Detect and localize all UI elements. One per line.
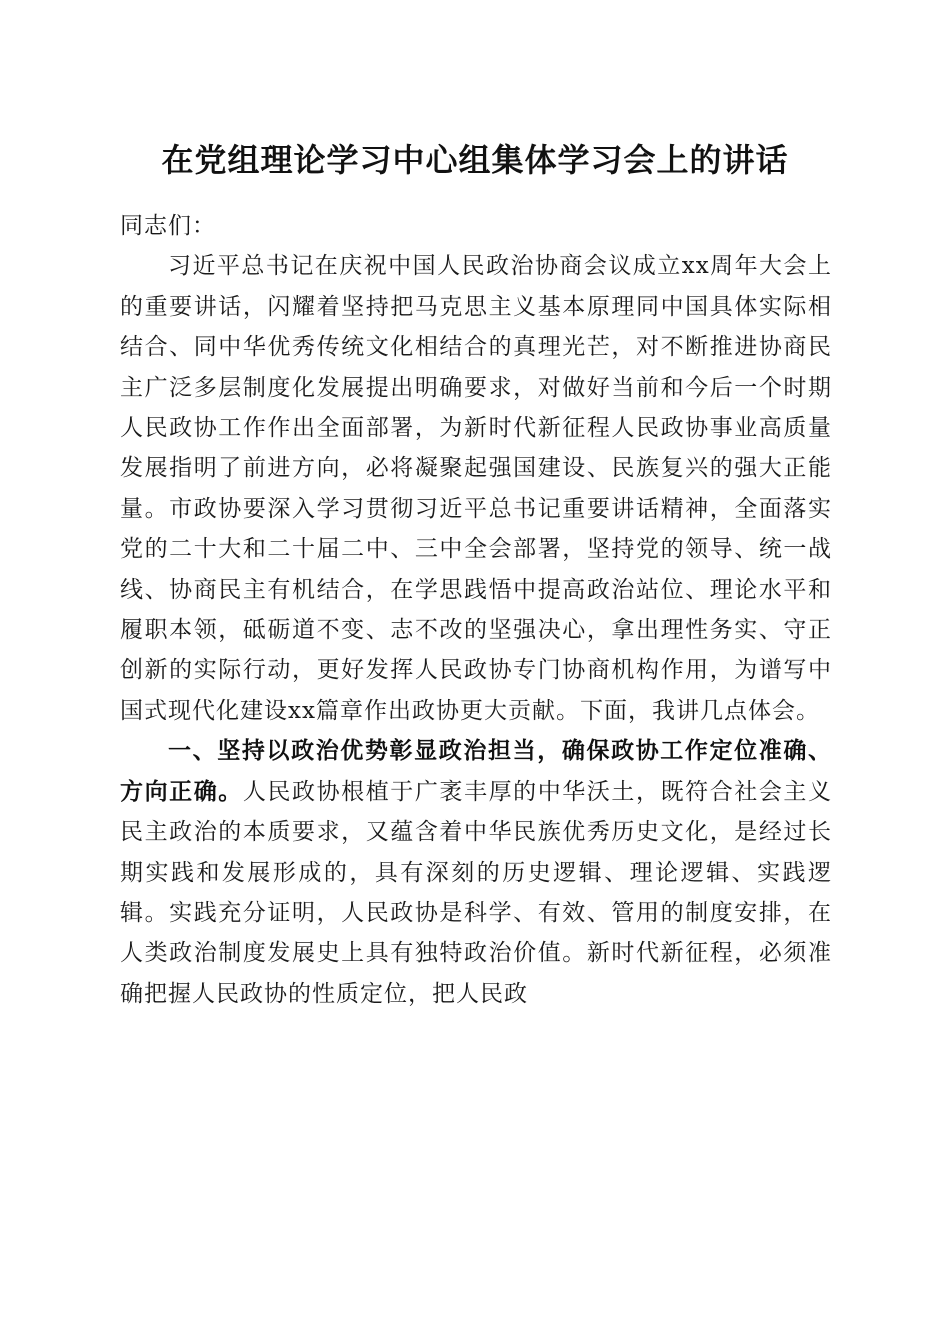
document-body [120,206,832,1014]
section-1-text: 人民政协根植于广袤丰厚的中华沃土，既符合社会主义民主政治的本质要求，又蕴含着中华民族优秀历史文化，是经过长期实践和发展形成的，具有深刻的历史逻辑、理论逻辑、实践逻辑。实践充分证明，人民政协是科学、有效、管用的制度安排，在人类政治制度发展史上具有独特政治价值。新时代新征程，必须准确把握人民政协的性质定位，把人民政 [120,778,833,1007]
salutation: 同志们： [120,213,216,239]
section-1-heading: 一、坚持以政治优势彰显政治担当，确保政协工作定位准确、方向正确。 [120,738,832,805]
document-title: 在党组理论学习中心组集体学习会上的讲话 [161,141,789,179]
paragraph-section-1 [120,731,832,1014]
paragraph-intro: 习近平总书记在庆祝中国人民政治协商会议成立xx周年大会上的重要讲话，闪耀着坚持把马克思主义基本原理同中国具体实际相结合、同中华优秀传统文化相结合的真理光芒，对不断推进协商民主广泛多层制度化发展提出明确要求，对做好当前和今后一个时期人民政协工作作出全面部署，为新时代新征程人民政协事业高质量发展指明了前进方向，必将凝聚起强国建设、民族复兴的强大正能量。市政协要深入学习贯彻习近平总书记重要讲话精神，全面落实党的二十大和二十届二中、三中全会部署，坚持党的领导、统一战线、协商民主有机结合，在学思践悟中提高政治站位、理论水平和履职本领，砥砺道不变、志不改的坚强决心，拿出理性务实、守正创新的实际行动，更好发挥人民政协专门协商机构作用，为谱写中国式现代化建设xx篇章作出政协更大贡献。下面，我讲几点体会。 [120,253,832,724]
